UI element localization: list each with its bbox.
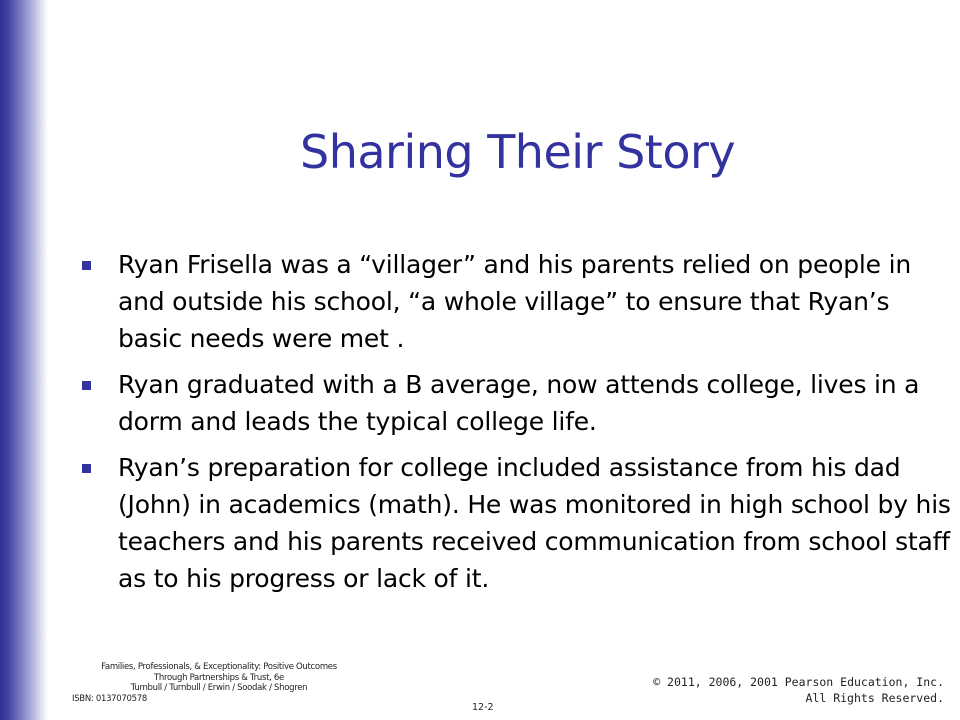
copyright-line-2: All Rights Reserved. [805,691,944,705]
copyright-line-1: © 2011, 2006, 2001 Pearson Education, Inc. [653,675,944,689]
square-bullet-icon [82,381,91,390]
book-authors: Turnbull / Turnbull / Erwin / Soodak / Shogren [130,683,308,693]
bullet-text: Ryan graduated with a B average, now attends college, lives in a dorm and leads the typical college life. [118,370,920,436]
bullet-item [82,366,954,440]
page-number: 12-2 [472,702,494,713]
side-gradient-band [0,0,48,720]
bullet-list [82,246,954,597]
book-title-line-2: Through Partnerships & Trust, 6e [154,672,284,683]
copyright-notice [653,674,944,706]
slide-title: Sharing Their Story [300,125,736,179]
bullet-text: Ryan’s preparation for college included assistance from his dad (John) in academics (math). He was monitored in high school by his teachers and his parents received communication from school staff as to his progress or lack of it. [118,453,951,593]
bullet-item [82,449,954,597]
bullet-item [82,246,954,357]
square-bullet-icon [82,464,91,473]
square-bullet-icon [82,261,91,270]
bullet-text: Ryan Frisella was a “villager” and his parents relied on people in and outside his school, “a whole village” to ensure that Ryan’s basic needs were met . [118,250,911,353]
book-citation [64,662,374,704]
book-isbn: ISBN: 0137070578 [72,693,147,704]
book-title-line-1: Families, Professionals, & Exceptionality: Positive Outcomes [101,662,337,672]
